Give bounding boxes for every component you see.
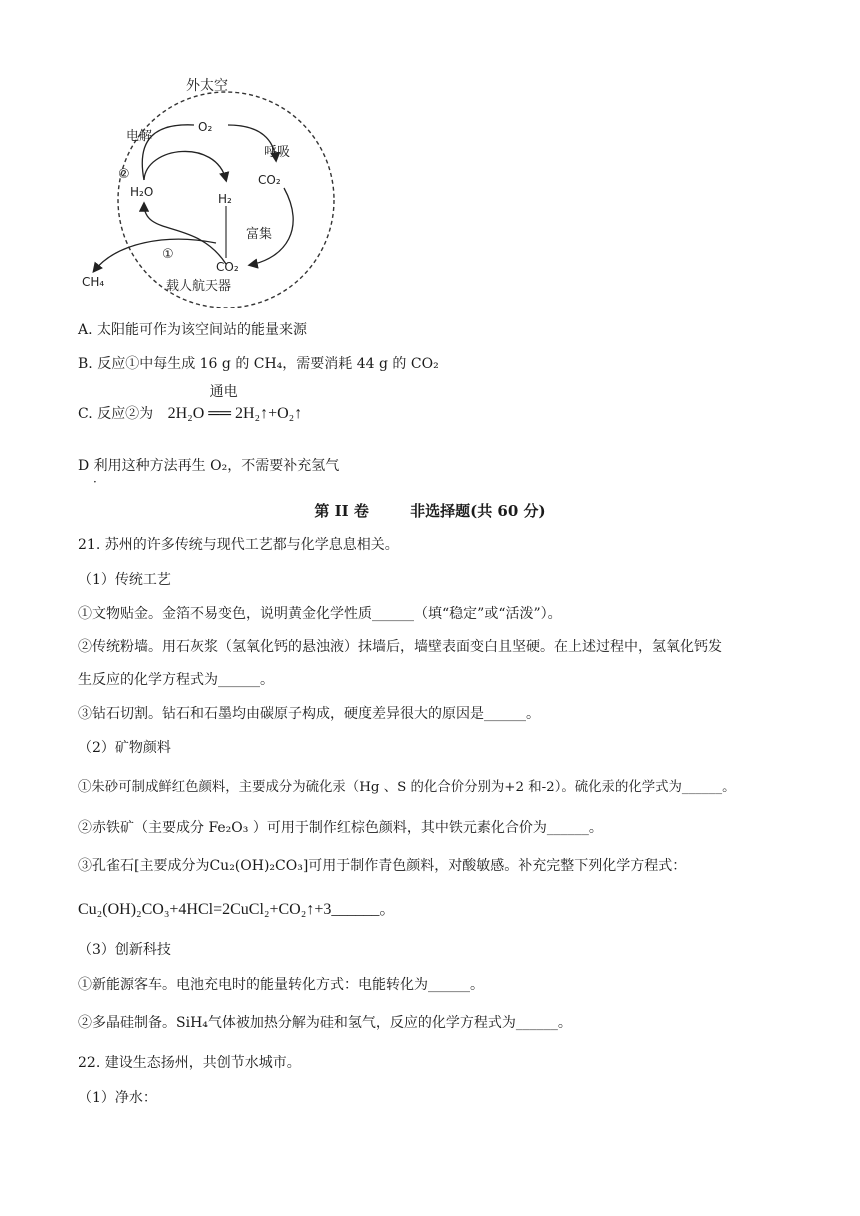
h2-label: H₂ [218,192,232,206]
co2-right-label: CO₂ [258,173,281,187]
q21-part2-item2: ②赤铁矿（主要成分 Fe₂O₃ ）可用于制作红棕色颜料，其中铁元素化合价为______。 [78,820,603,836]
h2o-label: H₂O [130,185,154,199]
option-a: A. 太阳能可作为该空间站的能量来源 [78,322,308,338]
enrich-label: 富集 [246,227,273,242]
q21-part3-item1: ①新能源客车。电池充电时的能量转化方式：电能转化为______。 [78,977,484,993]
section-part: 第 II 卷 [314,502,369,520]
q21-part1-item1: ①文物贴金。金箔不易变色，说明黄金化学性质______（填“稳定”或“活泼”）。 [78,606,562,622]
q21-part1-item2b: 生反应的化学方程式为______。 [78,672,274,688]
reaction1-arrow-to-ch4 [94,239,216,271]
respiration-label: 呼吸 [264,145,291,160]
option-c-equation: 2H₂O ══ 2H₂↑+O₂↑ [167,405,303,422]
section-heading [0,500,860,521]
spacecraft-label: 载人航天器 [166,279,232,294]
space-station-cycle-diagram [76,68,336,308]
reaction1-arrow-to-h2o [144,204,226,264]
q21-part3-item2: ②多晶硅制备。SiH₄气体被加热分解为硅和氢气，反应的化学方程式为______。 [78,1015,572,1031]
option-d-dot: · [93,475,97,489]
q21-part1-item2a: ②传统粉墙。用石灰浆（氢氧化钙的悬浊液）抹墙后，墙壁表面变白且坚硬。在上述过程中，氢氧化钙发 [78,639,722,655]
o2-label: O₂ [198,120,213,134]
q21-part2-item3-equation: Cu₂(OH)₂CO₃+4HCl=2CuCl₂+CO₂↑+3______。 [78,901,396,918]
option-b: B. 反应①中每生成 16 g 的 CH₄，需要消耗 44 g 的 CO₂ [78,356,439,372]
q21-part3: （3）创新科技 [78,942,171,958]
q21-part1: （1）传统工艺 [78,572,171,588]
q22-part1: （1）净水： [78,1090,157,1106]
option-c-condition: 通电 [209,385,238,400]
ch4-label: CH₄ [82,275,105,289]
h2o-to-h2-arrow [144,151,226,180]
outer-space-label: 外太空 [186,78,228,94]
option-c-formula [167,385,303,422]
q21-part2-item3: ③孔雀石[主要成分为Cu₂(OH)₂CO₃]可用于制作青色颜料，对酸敏感。补充完整下列化学方程式： [78,858,687,874]
q21-part2-item1: ①朱砂可制成鲜红色颜料，主要成分为硫化汞（Hg 、S 的化合价分别为+2 和-2）。硫化汞的化学式为______。 [78,780,736,795]
electrolysis-label: 电解 [126,129,153,144]
q21-part2: （2）矿物颜料 [78,740,171,756]
q21-part1-item3: ③钻石切割。钻石和石墨均由碳原子构成，硬度差异很大的原因是______。 [78,706,540,722]
option-d: D 利用这种方法再生 O₂，不需要补充氢气 [78,458,340,474]
section-title: 非选择题(共 60 分) [410,502,546,520]
reaction2-marker: ② [118,167,130,182]
option-c [78,385,303,424]
q21-stem: 21. 苏州的许多传统与现代工艺都与化学息息相关。 [78,537,399,553]
option-c-prefix: C. 反应②为 [78,406,154,422]
reaction1-marker: ① [162,247,174,262]
co2-bottom-label: CO₂ [216,260,239,274]
q22-stem: 22. 建设生态扬州，共创节水城市。 [78,1055,301,1071]
